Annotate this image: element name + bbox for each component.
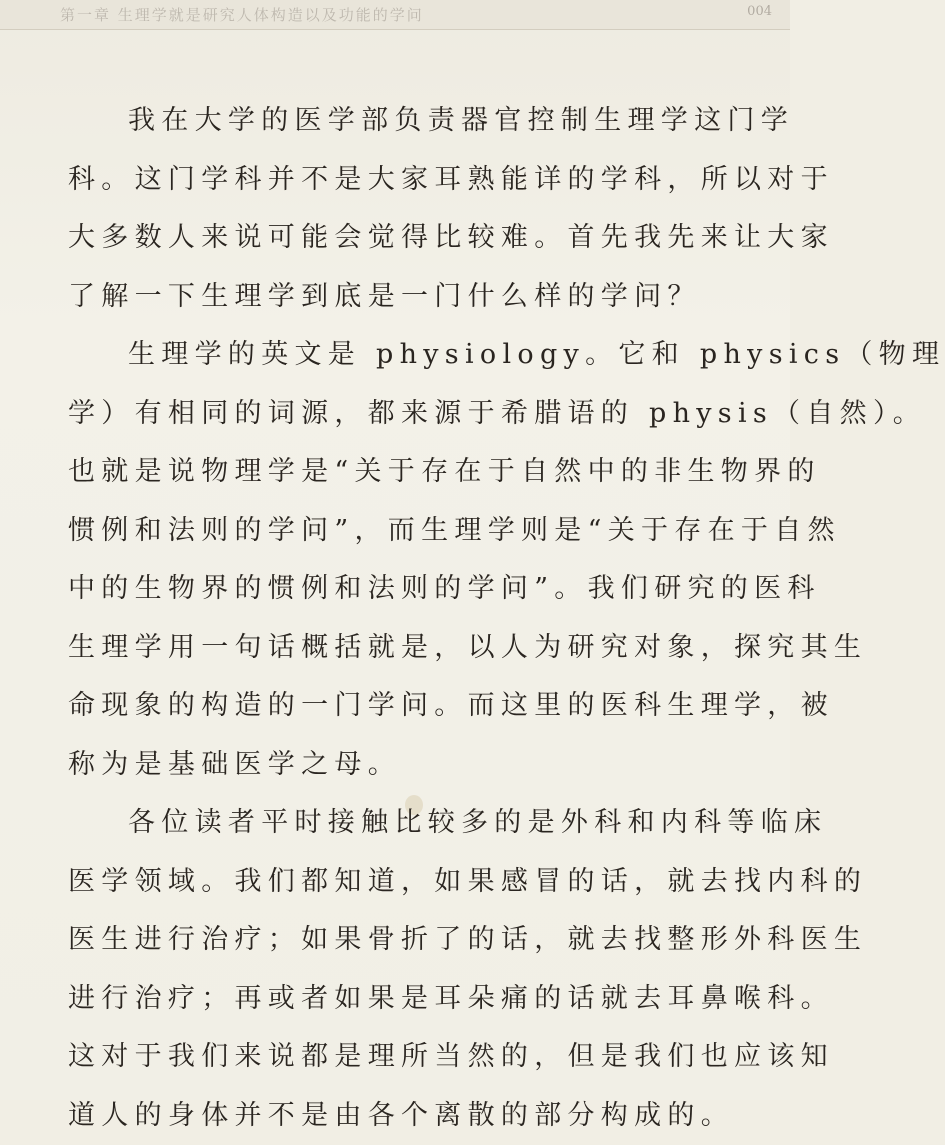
text-line: 生理学的英文是 physiology。它和 physics（物理 <box>68 326 758 385</box>
text-line: 这对于我们来说都是理所当然的，但是我们也应该知 <box>68 1028 758 1087</box>
paragraph <box>68 326 758 794</box>
text-line: 医生进行治疗；如果骨折了的话，就去找整形外科医生 <box>68 911 758 970</box>
text-line: 大多数人来说可能会觉得比较难。首先我先来让大家 <box>68 209 758 268</box>
text-line: 惯例和法则的学问”，而生理学则是“关于存在于自然 <box>68 502 758 561</box>
text-line: 医学领域。我们都知道，如果感冒的话，就去找内科的 <box>68 853 758 912</box>
text-line: 科。这门学科并不是大家耳熟能详的学科，所以对于 <box>68 151 758 210</box>
text-line: 也就是说物理学是“关于存在于自然中的非生物界的 <box>68 443 758 502</box>
text-line: 称为是基础医学之母。 <box>68 736 758 795</box>
text-line: 命现象的构造的一门学问。而这里的医科生理学，被 <box>68 677 758 736</box>
text-line: 了解一下生理学到底是一门什么样的学问？ <box>68 268 758 327</box>
running-title: 第一章 生理学就是研究人体构造以及功能的学问 <box>60 4 700 25</box>
paragraph <box>68 92 758 326</box>
running-header <box>0 0 790 30</box>
text-line: 道人的身体并不是由各个离散的部分构成的。 <box>68 1087 758 1145</box>
text-line: 中的生物界的惯例和法则的学问”。我们研究的医科 <box>68 560 758 619</box>
page-number: 004 <box>747 4 772 19</box>
text-line: 我在大学的医学部负责器官控制生理学这门学 <box>68 92 758 151</box>
text-line: 生理学用一句话概括就是，以人为研究对象，探究其生 <box>68 619 758 678</box>
paragraph <box>68 794 758 1145</box>
header-divider <box>0 29 790 30</box>
text-line: 各位读者平时接触比较多的是外科和内科等临床 <box>68 794 758 853</box>
text-line: 进行治疗；再或者如果是耳朵痛的话就去耳鼻喉科。 <box>68 970 758 1029</box>
page-body <box>68 92 758 1145</box>
text-line: 学）有相同的词源，都来源于希腊语的 physis（自然）。 <box>68 385 758 444</box>
